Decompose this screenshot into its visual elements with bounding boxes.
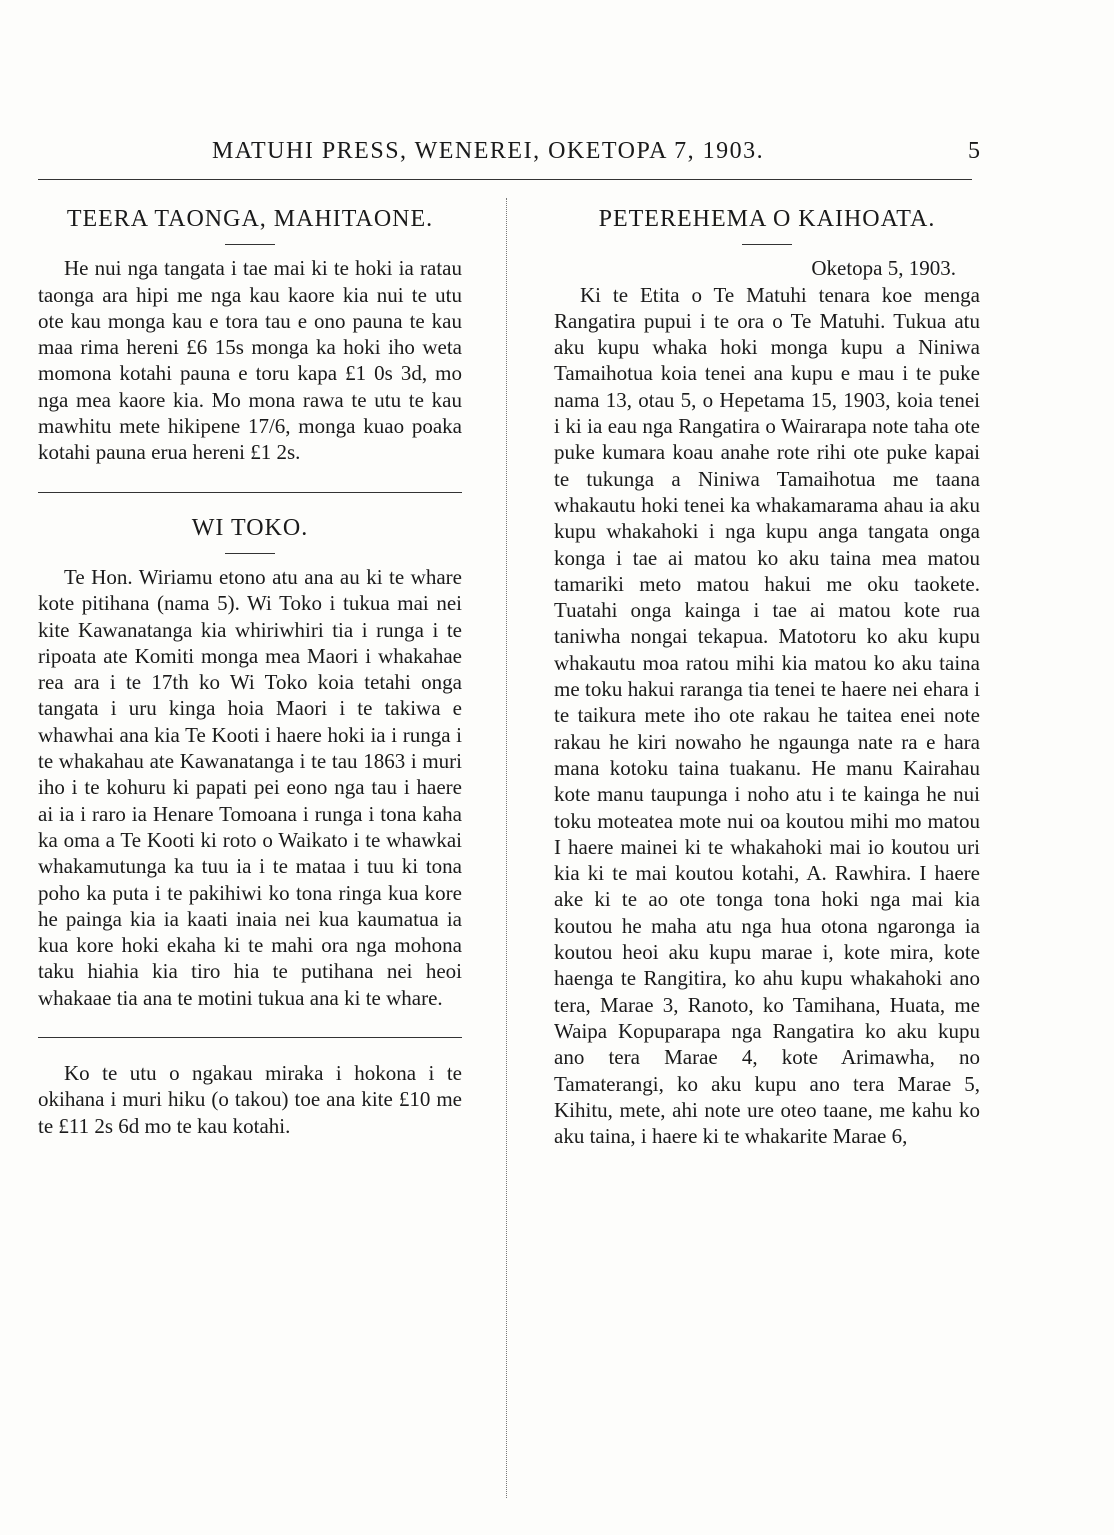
section-rule <box>38 492 462 493</box>
heading-rule <box>742 244 792 245</box>
page-header <box>0 138 1114 172</box>
article-heading: TEERA TAONGA, MAHITAONE. <box>66 206 434 232</box>
heading-rule <box>225 553 275 554</box>
article-teera-taonga <box>38 206 462 466</box>
heading-rule <box>225 244 275 245</box>
article-heading: WI TOKO. <box>191 514 309 541</box>
header-rule <box>38 179 972 180</box>
section-rule <box>38 1037 462 1038</box>
article-dateline: Oketopa 5, 1903. <box>811 256 956 281</box>
newspaper-title: MATUHI PRESS, WENEREI, OKETOPA 7, 1903. <box>212 138 765 164</box>
article-body: He nui nga tangata i tae mai ki te hoki ia ratau taonga ara hipi me nga kau kaore kia nui te utu ote kau monga kau e tora tau e ono pauna te kau maa rima hereni £6 15s monga ka hoki iho weta momona kotahi pauna e toru kapa £1 0s 3d, mo nga mea kaore kia. Mo mona rawa te utu te kau mawhitu mete hikipene 17/6, monga kuao poaka kotahi pauna erua hereni £1 2s. <box>38 256 462 465</box>
left-column <box>38 200 462 1139</box>
article-heading: PETEREHEMA O KAIHOATA. <box>598 206 936 232</box>
notice-miraka <box>38 1060 462 1139</box>
notice-body: Ko te utu o ngakau miraka i hokona i te okihana i muri hiku (o takou) toe ana kite £10 me te £11 2s 6d mo te kau kotahi. <box>38 1061 462 1138</box>
page-number: 5 <box>968 138 980 164</box>
article-body: Te Hon. Wiriamu etono atu ana au ki te whare kote pitihana (nama 5). Wi Toko i tukua mai nei kite Kawanatanga kia whiriwhiri tia i runga i te ripoata ate Komiti monga mea Maori i whakahae rea ara i te 17th ko Wi Toko koia tetahi onga tangata i uru kinga hoia Maori i te takiwa e whawhai ana kia Te Kooti i haere hoki ia i runga i te whakahau ate Kawanatanga i te tau 1863 i muri iho i te kohuru ki papati pei eono nga tau i haere ai ia i raro ia Henare Tomoana i runga i tona kaha ka oma a Te Kooti ki roto o Waikato i te whawkai whakamutunga ka tuu ia i te mataa i tuu ki tona poho ka puta i te pakihiwi ko tona ringa kua kore he painga kia ia kaati inaia nei kua kaumatua ia kua kore hoki ekaha ki te mahi ora nga mohona taku hiahia kia tiro hia te putihana nei heoi whakaae tia ana te motini tukua ana ki te whare. <box>38 564 462 1010</box>
column-divider <box>506 198 507 1498</box>
article-wi-toko <box>38 515 462 1011</box>
right-column <box>554 200 980 1149</box>
article-body: Ki te Etita o Te Matuhi tenara koe menga Rangatira pupui i te ora o Te Matuhi. Tukua atu aku kupu whaka hoki monga kupu a Niniwa Tamaihotua koia tenei ana kupu e mau i te puke nama 13, otau 5, o Hepetama 15, 1903, koia tenei i ki ia eau nga Rangatira o Wairarapa note taha ote puke kumara koau anahe rote rihi ote puke kapai te tukunga a Niniwa Tamaihotua me taana whakautu hoki tenei ka whakamarama ahau ia aku kupu whakahoki i nga kupu anga tangata onga konga i tae ai matou ko aku taina mea matou tamariki meto matou hakui me oku taokete. Tuatahi onga kainga i tae ai matou kote rua taniwha nongai tekapua. Matotoru ko aku kupu whakautu moa ratou mihi kia matou ko aku taina me toku hakui raranga tia tenei te haere nei ehara i te taikura mete iho ote rakau he taitea enei note rakau he kiri nowaho he ngaunga nate ra e hara mana kotoku taina tuakanu. He manu Kairahau kote manu taupunga i noho atu i te kainga he nui toku moteatea mote nui oa koutou mihi mo matou I haere mainei ki te whakahoki mai io koutou uri kia ki te mai koutou kotahi, A. Rawhira. I haere ake ki te ao ote tonga tona hoki nga mai kia koutou he maha atu nga hua otona ngaronga ia koutou heoi aku kupu marae i, kote mira, kote haenga te Rangitira, ko ahu kupu whakahoki ano tera, Marae 3, Ranoto, ko Tamihana, Huata, me Waipa Kopuparapa nga Rangatira ko aku kupu ano tera Marae 4, kote Arimawha, no Tamaterangi, ko aku kupu ano tera Marae 5, Kihitu, mete, ahi note ure oteo taane, me kahu ko aku taina, i haere ki te whakarite Marae 6, <box>554 282 980 1149</box>
article-peterehema <box>554 206 980 1149</box>
